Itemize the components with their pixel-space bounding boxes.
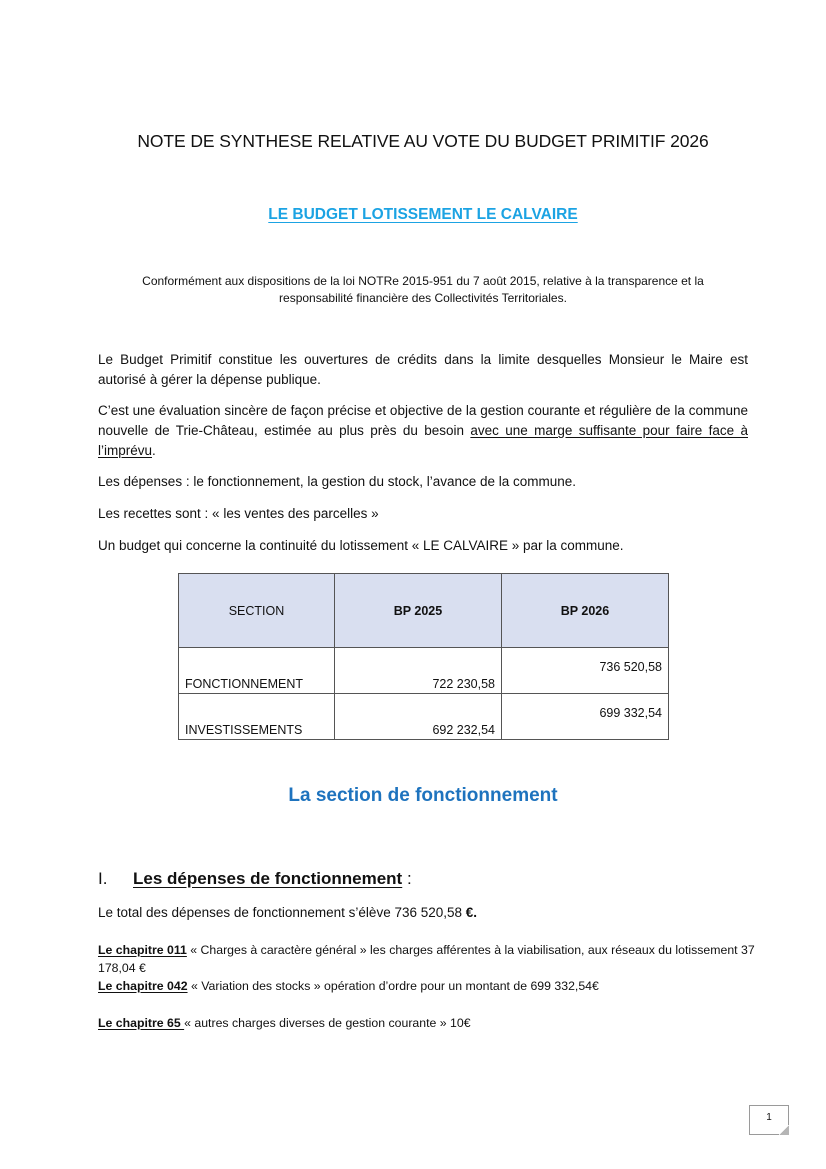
chapter-label: Le chapitre 65 bbox=[98, 1016, 185, 1030]
chapter-text: « autres charges diverses de gestion courante » 10€ bbox=[184, 1016, 471, 1030]
legal-notice-line-1: Conformément aux dispositions de la loi NOTRe 2015-951 du 7 août 2015, relative à la transparence et la bbox=[142, 274, 704, 288]
table-header-row bbox=[179, 574, 669, 648]
table-cell-section: INVESTISSEMENTS bbox=[179, 694, 335, 740]
page-curl-icon bbox=[779, 1125, 789, 1135]
heading-number: I. bbox=[98, 869, 108, 888]
heading-suffix: : bbox=[402, 869, 412, 888]
table-row bbox=[179, 694, 669, 740]
paragraph-evaluation bbox=[98, 401, 748, 461]
chapter-65 bbox=[98, 1014, 758, 1032]
page-number-box bbox=[749, 1105, 789, 1135]
table-cell-bp2026: 699 332,54 bbox=[502, 694, 669, 740]
table-cell-section: FONCTIONNEMENT bbox=[179, 648, 335, 694]
paragraph-budget-definition: Le Budget Primitif constitue les ouvertures de crédits dans la limite desquelles Monsieur le Maire est autorisé à gérer la dépense publique. bbox=[98, 352, 748, 387]
paragraph-continuity: Un budget qui concerne la continuité du lotissement « LE CALVAIRE » par la commune. bbox=[98, 538, 624, 553]
heading-label: Les dépenses de fonctionnement bbox=[133, 869, 403, 888]
legal-notice-line-2: responsabilité financière des Collectivités Territoriales. bbox=[279, 291, 567, 305]
section-heading: La section de fonctionnement bbox=[288, 785, 558, 806]
chapter-text: « Charges à caractère général » les charges afférentes à la viabilisation, aux réseaux du lotissement 37 178,04 € bbox=[98, 943, 755, 975]
total-expenses-label: Le total des dépenses de fonctionnement s’élève 736 520,58 bbox=[98, 905, 466, 920]
table-row bbox=[179, 648, 669, 694]
total-expenses-text bbox=[98, 903, 748, 923]
total-expenses-currency: €. bbox=[465, 905, 478, 920]
table-header-bp2025: BP 2025 bbox=[335, 574, 502, 648]
chapter-label: Le chapitre 042 bbox=[98, 979, 188, 993]
heading-operating-expenses bbox=[98, 869, 412, 889]
table-header-section: SECTION bbox=[179, 574, 335, 648]
page-number: 1 bbox=[766, 1112, 772, 1123]
chapter-042 bbox=[98, 977, 758, 995]
paragraph-evaluation-underlined: avec une marge suffisante pour faire face à l’imprévu bbox=[98, 423, 748, 458]
paragraph-evaluation-end: . bbox=[152, 443, 156, 458]
table-cell-bp2025: 692 232,54 bbox=[335, 694, 502, 740]
budget-table bbox=[178, 573, 669, 740]
table-cell-bp2026: 736 520,58 bbox=[502, 648, 669, 694]
document-subtitle: LE BUDGET LOTISSEMENT LE CALVAIRE bbox=[268, 206, 578, 223]
table-cell-bp2025: 722 230,58 bbox=[335, 648, 502, 694]
chapter-011 bbox=[98, 941, 758, 977]
document-title: NOTE DE SYNTHESE RELATIVE AU VOTE DU BUDGET PRIMITIF 2026 bbox=[137, 131, 709, 151]
paragraph-expenses: Les dépenses : le fonctionnement, la gestion du stock, l’avance de la commune. bbox=[98, 474, 577, 489]
chapter-text: « Variation des stocks » opération d’ordre pour un montant de 699 332,54€ bbox=[187, 979, 599, 993]
table-header-bp2026: BP 2026 bbox=[502, 574, 669, 648]
chapter-label: Le chapitre 011 bbox=[98, 943, 187, 957]
paragraph-evaluation-text: C’est une évaluation sincère de façon précise et objective de la gestion courante et régulière de la commune nouvelle de Trie-Château, estimée au plus près du besoin bbox=[98, 403, 748, 438]
paragraph-revenues: Les recettes sont : « les ventes des parcelles » bbox=[98, 506, 379, 521]
legal-notice bbox=[100, 273, 746, 307]
